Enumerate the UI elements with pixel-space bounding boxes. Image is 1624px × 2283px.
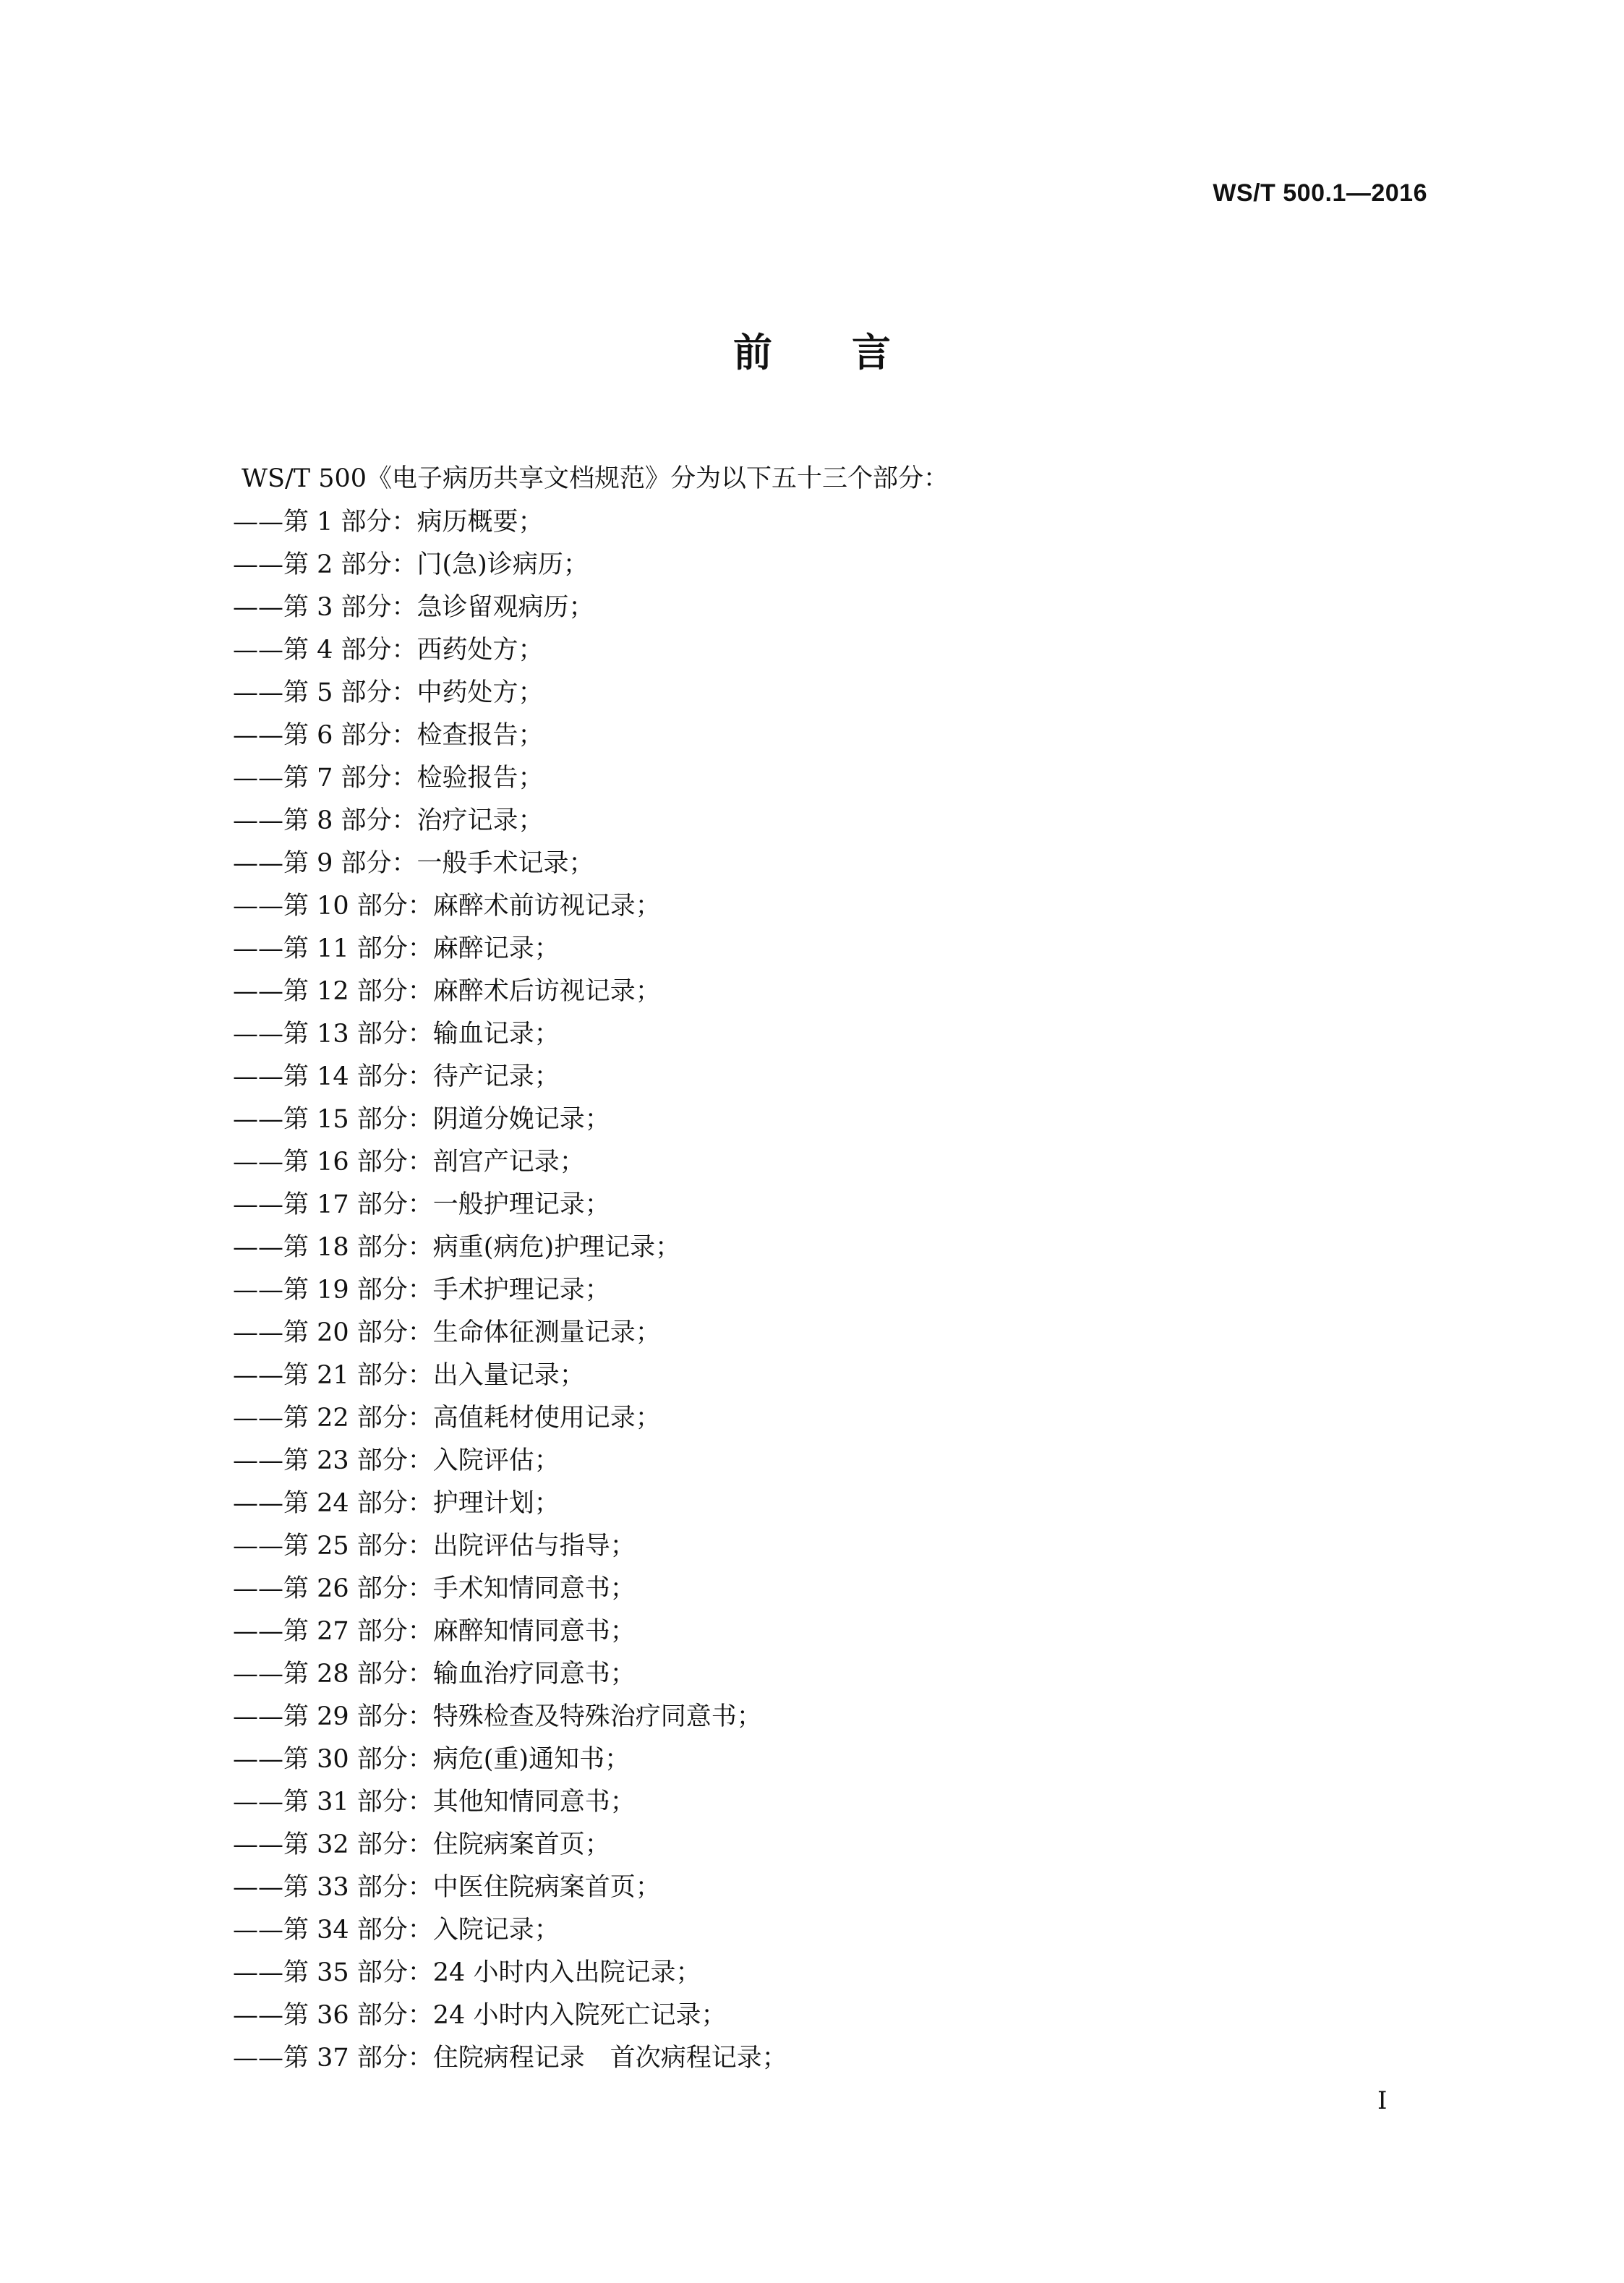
part-list-item: ——第 19 部分：手术护理记录； <box>233 1276 610 1305</box>
part-list-item: ——第 32 部分：住院病案首页； <box>233 1830 610 1859</box>
part-list-item: ——第 30 部分：病危(重)通知书； <box>233 1745 631 1774</box>
part-list-item: ——第 21 部分：出入量记录； <box>233 1361 585 1390</box>
part-list-item: ——第 37 部分：住院病程记录 首次病程记录； <box>233 2044 787 2073</box>
part-list-item: ——第 13 部分：输血记录； <box>233 1020 560 1049</box>
part-list-item: ——第 2 部分：门(急)诊病历； <box>233 550 589 579</box>
part-list-item: ——第 26 部分：手术知情同意书； <box>233 1574 636 1603</box>
part-list-item: ——第 17 部分：一般护理记录； <box>233 1190 610 1219</box>
part-list-item: ——第 11 部分：麻醉记录； <box>233 934 560 963</box>
part-list-item: ——第 20 部分：生命体征测量记录； <box>233 1318 661 1347</box>
part-list-item: ——第 31 部分：其他知情同意书； <box>233 1788 636 1817</box>
parts-list <box>233 501 787 2080</box>
part-list-item: ——第 15 部分：阴道分娩记录； <box>233 1105 610 1134</box>
part-list-item: ——第 10 部分：麻醉术前访视记录； <box>233 892 661 921</box>
part-list-item: ——第 23 部分：入院评估； <box>233 1446 560 1475</box>
part-list-item: ——第 24 部分：护理计划； <box>233 1489 560 1518</box>
part-list-item: ——第 33 部分：中医住院病案首页； <box>233 1873 661 1902</box>
part-list-item: ——第 8 部分：治疗记录； <box>233 806 544 835</box>
part-list-item: ——第 12 部分：麻醉术后访视记录； <box>233 977 661 1006</box>
part-list-item: ——第 36 部分：24 小时内入院死亡记录； <box>233 2001 727 2030</box>
part-list-item: ——第 28 部分：输血治疗同意书； <box>233 1660 636 1689</box>
standard-code: WS/T 500.1—2016 <box>1213 179 1427 207</box>
part-list-item: ——第 4 部分：西药处方； <box>233 636 544 665</box>
part-list-item: ——第 14 部分：待产记录； <box>233 1062 560 1091</box>
part-list-item: ——第 34 部分：入院记录； <box>233 1916 560 1945</box>
part-list-item: ——第 25 部分：出院评估与指导； <box>233 1532 636 1561</box>
part-list-item: ——第 27 部分：麻醉知情同意书； <box>233 1617 636 1646</box>
part-list-item: ——第 9 部分：一般手术记录； <box>233 849 594 878</box>
part-list-item: ——第 16 部分：剖宫产记录； <box>233 1148 585 1177</box>
part-list-item: ——第 6 部分：检查报告； <box>233 721 544 750</box>
part-list-item: ——第 7 部分：检验报告； <box>233 764 544 793</box>
page-number: I <box>1377 2086 1388 2115</box>
part-list-item: ——第 18 部分：病重(病危)护理记录； <box>233 1233 681 1262</box>
page-title: 前言 <box>733 330 970 375</box>
part-list-item: ——第 5 部分：中药处方； <box>233 678 544 707</box>
part-list-item: ——第 22 部分：高值耗材使用记录； <box>233 1404 661 1433</box>
part-list-item: ——第 35 部分：24 小时内入出院记录； <box>233 1958 701 1987</box>
part-list-item: ——第 1 部分：病历概要； <box>233 508 544 537</box>
part-list-item: ——第 29 部分：特殊检查及特殊治疗同意书； <box>233 1702 762 1731</box>
part-list-item: ——第 3 部分：急诊留观病历； <box>233 593 594 622</box>
intro-paragraph: WS/T 500《电子病历共享文档规范》分为以下五十三个部分： <box>242 464 949 493</box>
